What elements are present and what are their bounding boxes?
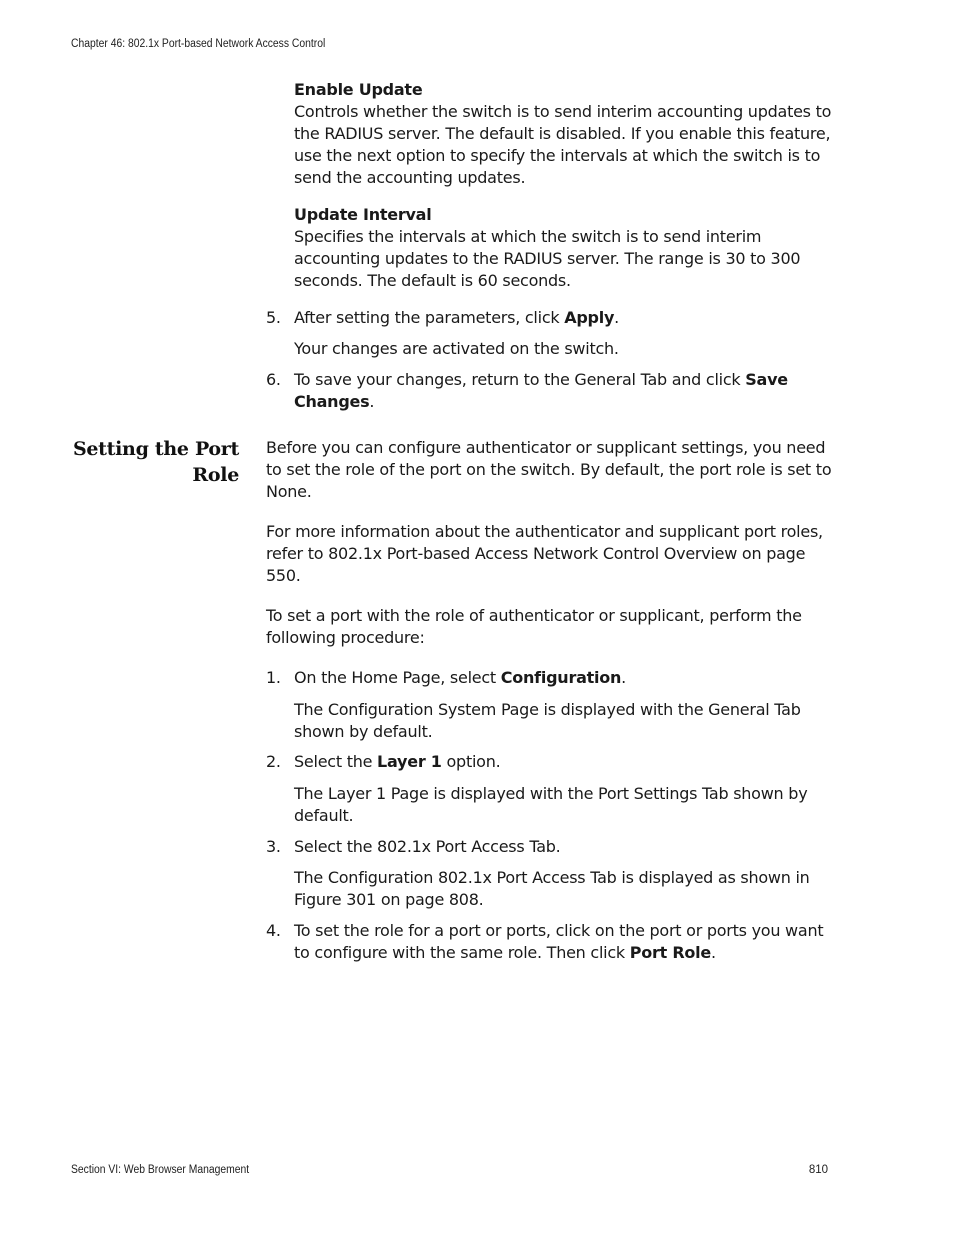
term-description: Specifies the intervals at which the switch is to send interim accounting updates to the RADIUS server. The range is 30 to 300 seconds. The default is 60 seconds.	[294, 227, 801, 290]
paragraph: Before you can configure authenticator or supplicant settings, you need to set the role of the port on the switch. By default, the port role is set to None.	[266, 438, 832, 501]
term-update-interval	[294, 204, 834, 292]
step-5-text: After setting the parameters, click Apply.	[294, 308, 620, 327]
paragraph: To set a port with the role of authenticator or supplicant, perform the following procedure:	[266, 606, 802, 647]
section-heading: Setting the Port Role	[72, 438, 239, 486]
step-number: 6.	[266, 370, 281, 389]
step-number: 4.	[266, 921, 281, 940]
step-number: 3.	[266, 837, 281, 856]
ui-label-configuration: Configuration	[500, 668, 622, 687]
ui-label-port-role: Port Role	[629, 943, 711, 962]
paragraph: For more information about the authenticator and supplicant port roles, refer to 802.1x Port-based Access Network Control Overview on page 550.	[266, 522, 823, 585]
ui-label-apply: Apply	[564, 308, 615, 327]
step-3-note: The Configuration 802.1x Port Access Tab is displayed as shown in Figure 301 on page 808.	[294, 868, 810, 909]
term-description: Controls whether the switch is to send interim accounting updates to the RADIUS server. The default is disabled. If you enable this feature, use the next option to specify the intervals at which the switch is to send the accounting updates.	[294, 102, 832, 187]
page-number: 810	[808, 1164, 828, 1176]
step-6-text: To save your changes, return to the General Tab and click Save Changes.	[294, 370, 788, 411]
term-title: Enable Update	[294, 80, 423, 99]
step-5-note: Your changes are activated on the switch.	[294, 339, 619, 358]
step-number: 2.	[266, 752, 281, 771]
term-enable-update	[294, 79, 834, 189]
step-1-note: The Configuration System Page is displayed with the General Tab shown by default.	[294, 700, 801, 741]
step-2-note: The Layer 1 Page is displayed with the Port Settings Tab shown by default.	[294, 784, 808, 825]
step-4-text: To set the role for a port or ports, click on the port or ports you want to configure with the same role. Then click Port Role.	[294, 921, 824, 962]
step-3-text: Select the 802.1x Port Access Tab.	[294, 837, 561, 856]
term-title: Update Interval	[294, 205, 432, 224]
ui-label-save-changes: Save Changes	[294, 370, 788, 411]
step-1-text: On the Home Page, select Configuration.	[294, 668, 626, 687]
ui-label-layer-1: Layer 1	[377, 752, 442, 771]
running-header: Chapter 46: 802.1x Port-based Network Access Control	[71, 38, 326, 50]
step-number: 5.	[266, 308, 281, 327]
step-number: 1.	[266, 668, 281, 687]
footer-section: Section VI: Web Browser Management	[71, 1164, 250, 1176]
step-2-text: Select the Layer 1 option.	[294, 752, 501, 771]
